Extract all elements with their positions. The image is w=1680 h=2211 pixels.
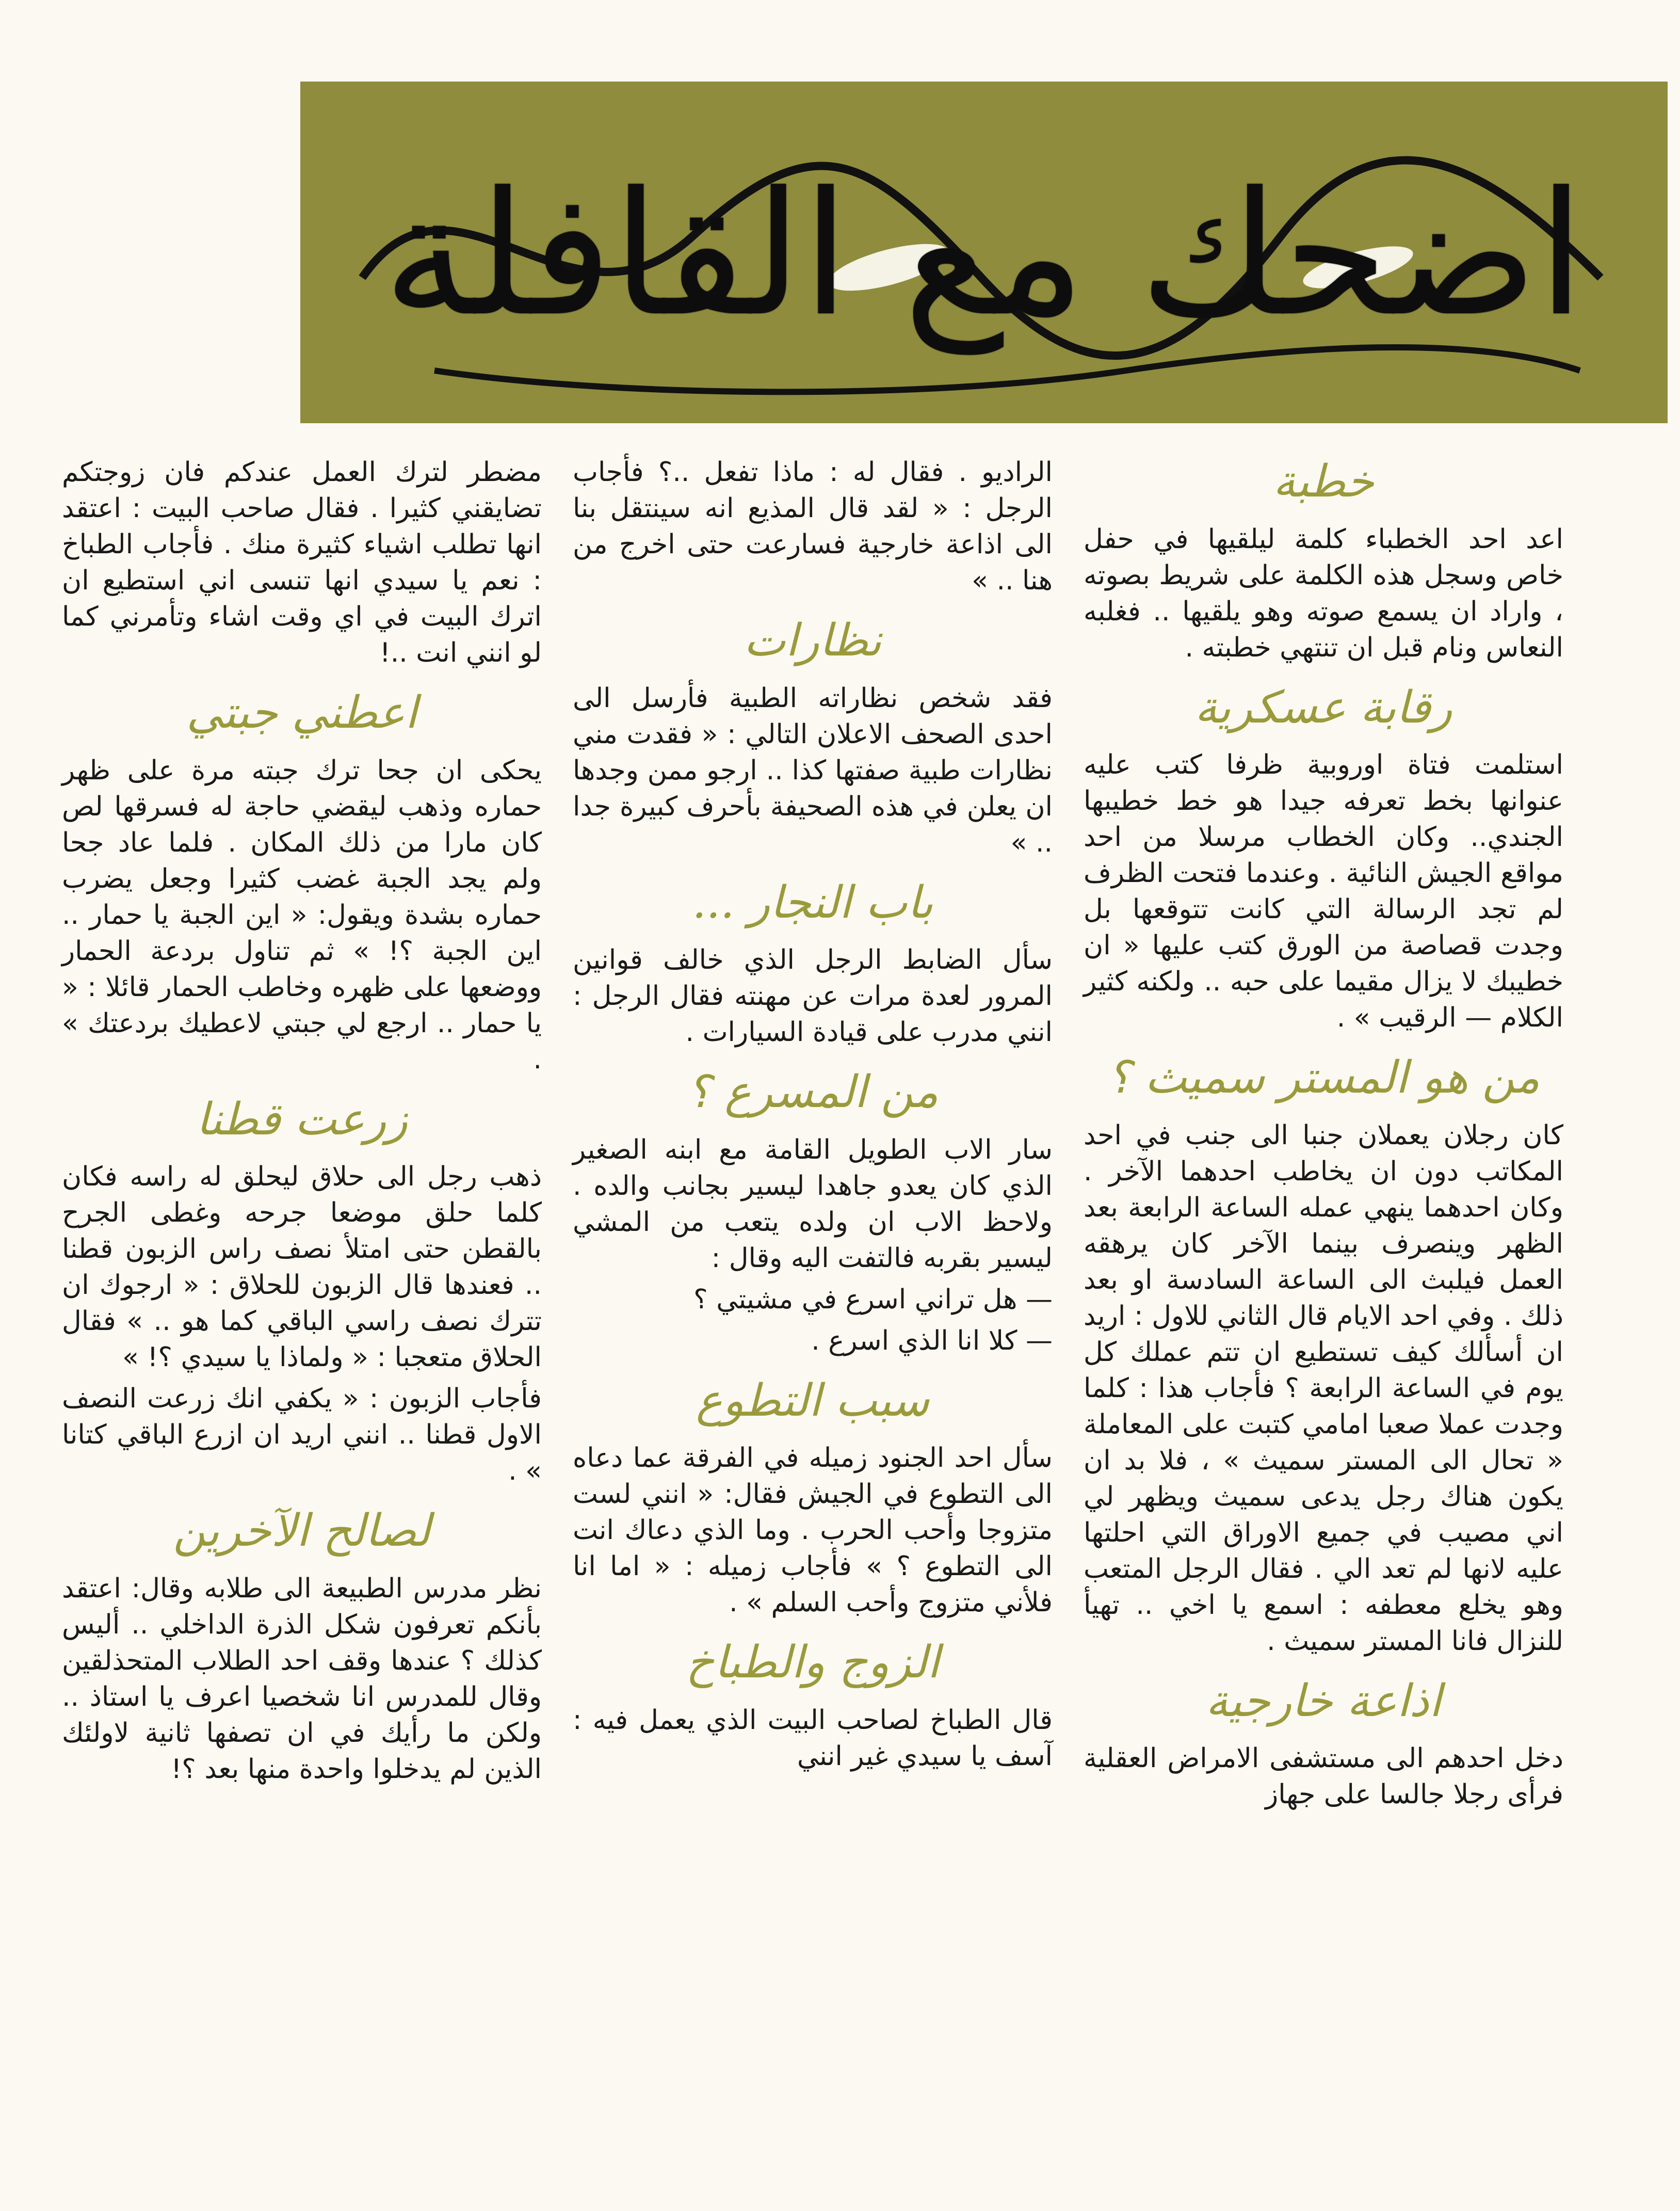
column-right <box>1084 454 1563 1827</box>
column-left <box>62 454 542 1802</box>
dialogue-line: — هل تراني اسرع في مشيتي ؟ <box>693 1284 1053 1315</box>
section-title: اذاعة خارجية <box>1205 1675 1442 1727</box>
article-planted-cotton <box>62 1092 542 1489</box>
article-text: سأل احد الجنود زميله في الفرقة عما دعاه الى التطوع في الجيش فقال: « انني لست متزوجا وأحب الحرب . وما الذي دعاك انت الى التطوع ؟ » فأجاب زميله : « اما انا فلأني متزوج وأحب السلم » . <box>573 1443 1053 1618</box>
article-carpenter-door <box>573 875 1053 1051</box>
article-text: دخل احدهم الى مستشفى الامراض العقلية فرأى رجلا جالسا على جهاز <box>1084 1743 1563 1810</box>
article-khutba <box>1084 454 1563 666</box>
section-title: باب النجار ... <box>692 876 933 928</box>
article-text: الراديو . فقال له : ماذا تفعل ..؟ فأجاب الرجل : « لقد قال المذيع انه سينتقل بنا الى اذاعة خارجية فسارعت حتى اخرج من هنا .. » <box>573 457 1053 596</box>
article-text: سار الاب الطويل القامة مع ابنه الصغير الذي كان يعدو جاهدا ليسير بجانب والده . ولاحظ الاب ان ولده يتعب من المشي ليسير بقربه فالتفت اليه وقال : <box>573 1134 1053 1274</box>
article-text: قال الطباخ لصاحب البيت الذي يعمل فيه : آسف يا سيدي غير انني <box>573 1704 1053 1772</box>
section-title: سبب التطوع <box>696 1374 930 1427</box>
article-text: استلمت فتاة اوروبية ظرفا كتب عليه عنوانها بخط تعرفه جيدا هو خط خطيبها الجندي.. وكان الخطاب مرسلا من احد مواقع الجيش النائية . وعندما فتحت الظرف لم تجد الرسالة التي كانت تتوقعها بل وجدت قصاصة من الورق كتب عليها « ان خطيبك لا يزال مقيما على حبه .. ولكنه كثير الكلام — الرقيب » . <box>1084 749 1563 1033</box>
article-glasses <box>573 613 1053 861</box>
article-military-censorship <box>1084 680 1563 1036</box>
section-title: لصالح الآخرين <box>173 1505 431 1557</box>
article-who-is-faster <box>573 1065 1053 1359</box>
article-text: مضطر لترك العمل عندكم فان زوجتكم تضايقني كثيرا . فقال صاحب البيت : اعتقد انها تطلب اشياء كثيرة منك . فأجاب الطباخ : نعم يا سيدي انها تنسى اني استطيع ان اترك البيت في اي وقت اشاء وتأمرني كما لو انني انت ..! <box>62 457 542 668</box>
section-title: من هو المستر سميث ؟ <box>1107 1052 1540 1103</box>
banner-title: اضحك مع القافلة <box>383 155 1585 354</box>
section-title: زرعت قطنا <box>196 1093 408 1145</box>
article-text: ذهب رجل الى حلاق ليحلق له راسه فكان كلما حلق موضعا جرحه وغطى الجرح بالقطن حتى امتلأ نصف راس الزبون قطنا .. فعندها قال الزبون للحلاق : « ارجوك ان تترك نصف راسي الباقي كما هو .. » فقال الحلاق متعجبا : « ولماذا يا سيدي ؟! » <box>62 1161 542 1373</box>
article-mr-smith <box>1084 1050 1563 1659</box>
article-give-me-my-cloak <box>62 685 542 1078</box>
article-husband-and-cook <box>573 1635 1053 1774</box>
section-title: الزوج والطباخ <box>686 1637 940 1688</box>
article-text: اعد احد الخطباء كلمة ليلقيها في حفل خاص وسجل هذه الكلمة على شريط بصوته ، واراد ان يسمع صوته وهو يلقيها .. فغلبه النعاس ونام قبل ان تنتهي خطبته . <box>1084 523 1563 663</box>
section-title: نظارات <box>744 615 882 666</box>
article-for-others <box>62 1503 542 1787</box>
article-external-broadcast <box>1084 1674 1563 1813</box>
section-title: خطبة <box>1273 456 1374 507</box>
article-text: كان رجلان يعملان جنبا الى جنب في احد المكاتب دون ان يخاطب احدهما الآخر . وكان احدهما ينهي عمله الساعة الرابعة بعد الظهر وينصرف بينما الآخر كان يرهقه العمل فيلبث الى الساعة السادسة او بعد ذلك . وفي احد الايام قال الثاني للاول : اريد ان أسألك كيف تستطيع ان تتم عملك كل يوم في الساعة الرابعة ؟ فأجاب هذا : كلما وجدت عملا صعبا امامي كتبت على المعاملة « تحال الى المستر سميث » ، فلا بد ان يكون هناك رجل يدعى سميث ويظهر لي اني مصيب في جميع الاوراق التي احلتها عليه لانها لم تعد الي . فقال الرجل المتعب وهو يخلع معطفه : اسمع يا اخي .. تهيأ للنزال فانا المستر سميث . <box>1084 1119 1563 1657</box>
article-text: سأل الضابط الرجل الذي خالف قوانين المرور لعدة مرات عن مهنته فقال الرجل : انني مدرب على قيادة السيارات . <box>573 944 1053 1048</box>
article-text: يحكى ان جحا ترك جبته مرة على ظهر حماره وذهب ليقضي حاجة له فسرقها لص كان مارا من ذلك المكان . فلما عاد جحا ولم يجد الجبة غضب كثيرا وجعل يضرب حماره بشدة ويقول: « اين الجبة يا حمار .. اين الجبة ؟! » ثم تناول بردعة الحمار ووضعها على ظهره وخاطب الحمار قائلا : « يا حمار .. ارجع لي جبتي لاعطيك بردعتك » . <box>62 755 542 1075</box>
article-continuation <box>62 454 542 671</box>
title-banner <box>300 82 1668 423</box>
article-reason-to-volunteer <box>573 1373 1053 1621</box>
article-text: نظر مدرس الطبيعة الى طلابه وقال: اعتقد بأنكم تعرفون شكل الذرة الداخلي .. أليس كذلك ؟ عندها وقف احد الطلاب المتحذلقين وقال للمدرس انا شخصيا اعرف يا استاذ .. ولكن ما رأيك في ان تصفها ثانية لاولئك الذين لم يدخلوا واحدة منها بعد ؟! <box>62 1573 542 1785</box>
section-title: رقابة عسكرية <box>1194 681 1452 733</box>
article-text: فأجاب الزبون : « يكفي انك زرعت النصف الاول قطنا .. انني اريد ان ازرع الباقي كتانا » . <box>62 1383 542 1486</box>
section-title: من المسرع ؟ <box>687 1066 939 1118</box>
section-title: اعطني جبتي <box>186 687 417 739</box>
article-text: فقد شخص نظاراته الطبية فأرسل الى احدى الصحف الاعلان التالي : « فقدت مني نظارات طبية صفتها كذا .. ارجو ممن وجدها ان يعلن في هذه الصحيفة بأحرف كبيرة جدا .. » <box>573 682 1053 858</box>
column-middle <box>573 454 1053 1789</box>
dialogue-line: — كلا انا الذي اسرع . <box>811 1325 1053 1356</box>
article-continuation <box>573 454 1053 599</box>
